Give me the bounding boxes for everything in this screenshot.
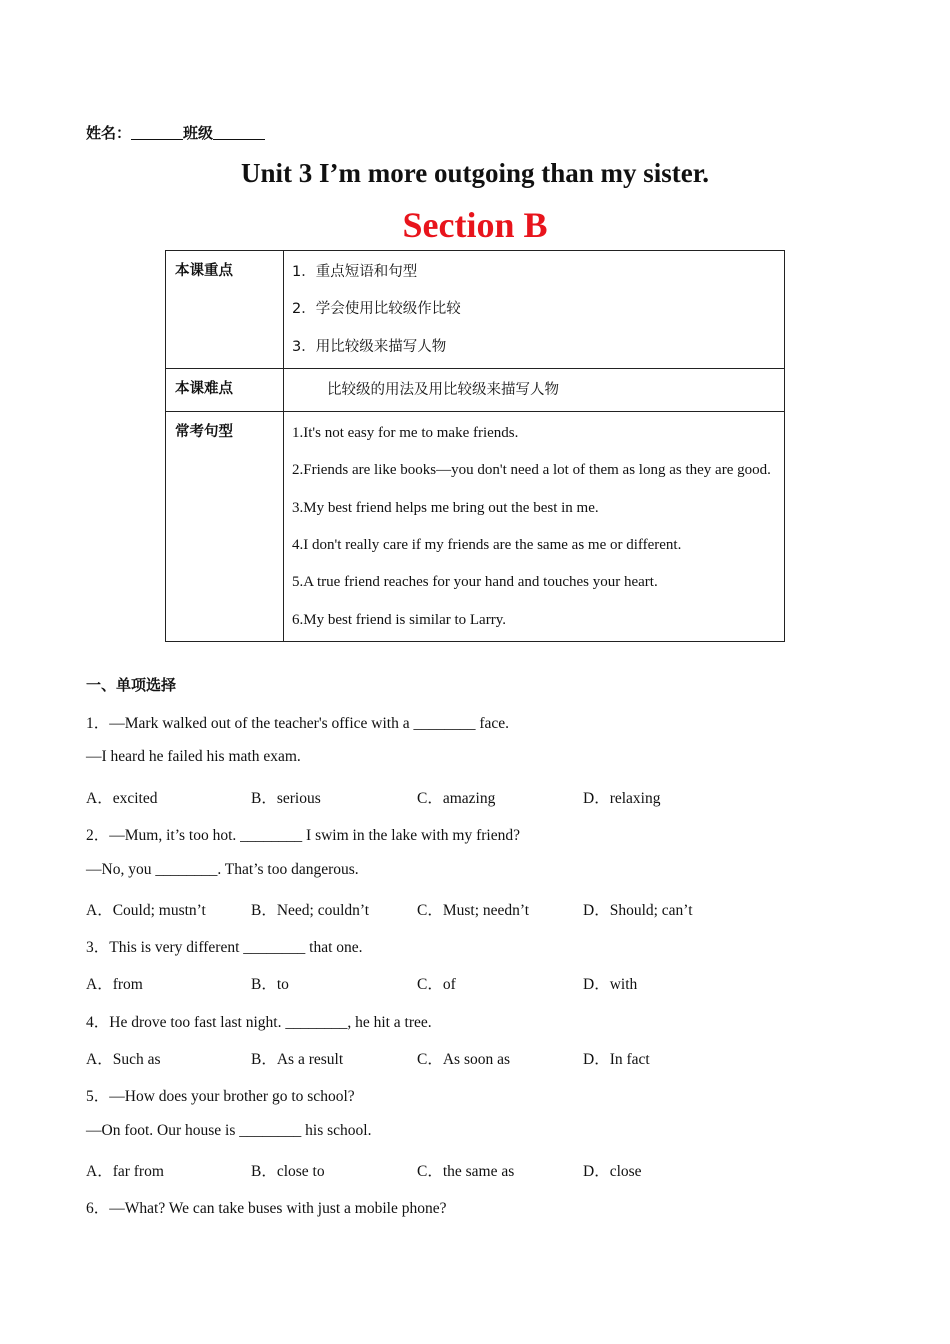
q1-option-d[interactable]: D．relaxing — [583, 790, 661, 807]
focus-content — [284, 251, 785, 369]
question-2-line-1: 2．—Mum, it’s too hot. ________ I swim in the lake with my friend? — [86, 827, 520, 844]
question-6-line-1: 6．—What? We can take buses with just a mobile phone? — [86, 1200, 447, 1217]
q5-option-d[interactable]: D．close — [583, 1163, 642, 1180]
q5-option-b[interactable]: B．close to — [251, 1163, 325, 1180]
patterns-label: 常考句型 — [166, 412, 284, 642]
question-5-line-1: 5．—How does your brother go to school? — [86, 1088, 355, 1105]
question-5-line-2: —On foot. Our house is ________ his school. — [86, 1122, 372, 1139]
pattern-item: 3.My best friend helps me bring out the best in me. — [292, 499, 599, 516]
unit-title: Unit 3 I’m more outgoing than my sister. — [240, 158, 709, 188]
pattern-item: 1.It's not easy for me to make friends. — [292, 425, 519, 442]
q3-option-a[interactable]: A．from — [86, 976, 143, 993]
q3-option-d[interactable]: D．with — [583, 976, 638, 993]
q4-option-d[interactable]: D．In fact — [583, 1051, 650, 1068]
patterns-row — [166, 412, 785, 642]
pattern-item: 4.I don't really care if my friends are the same as me or different. — [292, 537, 682, 554]
name-blank — [131, 125, 183, 140]
q4-option-c[interactable]: C．As soon as — [417, 1051, 511, 1068]
question-1-line-1: 1．—Mark walked out of the teacher's office with a ________ face. — [86, 715, 510, 732]
focus-row — [166, 251, 785, 369]
student-info — [86, 122, 265, 143]
focus-item: 3．用比较级来描写人物 — [292, 338, 447, 355]
patterns-content — [284, 412, 785, 642]
class-blank — [213, 125, 265, 140]
difficulty-content — [284, 368, 785, 411]
difficulty-row — [166, 368, 785, 411]
difficulty-label: 本课难点 — [166, 368, 284, 411]
difficulty-text: 比较级的用法及用比较级来描写人物 — [327, 381, 559, 398]
q4-option-b[interactable]: B．As a result — [251, 1051, 344, 1068]
focus-item: 1．重点短语和句型 — [292, 264, 418, 280]
q2-option-b[interactable]: B．Need; couldn’t — [251, 902, 370, 919]
q4-option-a[interactable]: A．Such as — [86, 1051, 161, 1068]
class-label: 班级 — [183, 124, 214, 142]
question-2-line-2: —No, you ________. That’s too dangerous. — [86, 861, 359, 878]
focus-label: 本课重点 — [166, 251, 284, 369]
q2-option-d[interactable]: D．Should; can’t — [583, 902, 693, 919]
question-4-line-1: 4．He drove too fast last night. ________, he hit a tree. — [86, 1014, 432, 1031]
q2-option-a[interactable]: A．Could; mustn’t — [86, 902, 206, 919]
question-1-line-2: —I heard he failed his math exam. — [86, 748, 301, 765]
question-3-line-1: 3．This is very different ________ that one. — [86, 939, 363, 956]
pattern-item: 6.My best friend is similar to Larry. — [292, 611, 506, 628]
lesson-info-table — [165, 250, 785, 642]
q1-option-b[interactable]: B．serious — [251, 790, 321, 807]
section-title: Section B — [402, 205, 548, 245]
q3-option-c[interactable]: C．of — [417, 976, 456, 993]
q1-option-a[interactable]: A．excited — [86, 790, 158, 807]
pattern-item: 5.A true friend reaches for your hand and touches your heart. — [292, 574, 658, 591]
exercise-heading: 一、单项选择 — [86, 676, 177, 694]
q2-option-c[interactable]: C．Must; needn’t — [417, 902, 530, 919]
q5-option-c[interactable]: C．the same as — [417, 1163, 515, 1180]
pattern-item: 2.Friends are like books—you don't need a lot of them as long as they are good. — [292, 462, 771, 479]
q3-option-b[interactable]: B．to — [251, 976, 289, 993]
name-label: 姓名： — [86, 124, 132, 142]
focus-item: 2．学会使用比较级作比较 — [292, 301, 461, 318]
q5-option-a[interactable]: A．far from — [86, 1163, 164, 1180]
q1-option-c[interactable]: C．amazing — [417, 790, 496, 807]
